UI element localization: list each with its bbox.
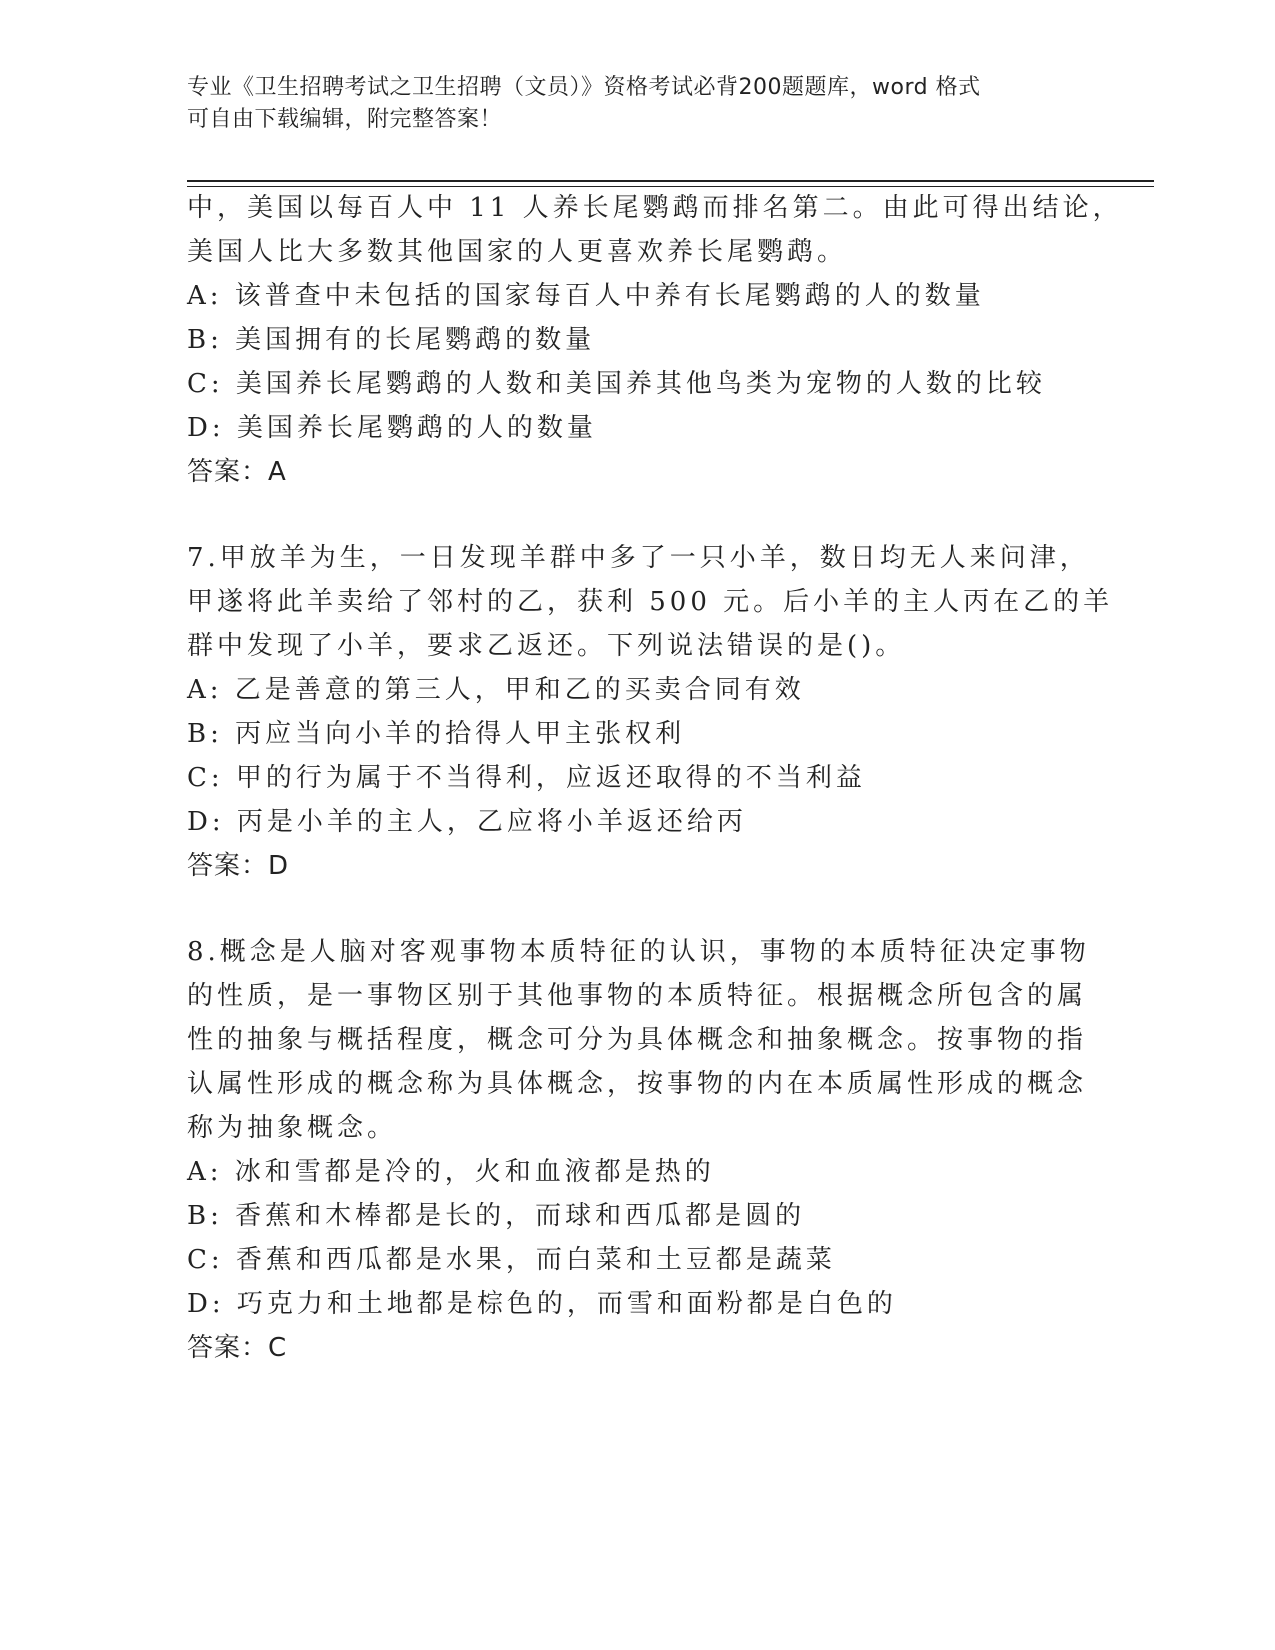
q7-text-line: 群中发现了小羊，要求乙返还。下列说法错误的是()。: [187, 631, 906, 661]
q7-option-c: C: 甲的行为属于不当得利，应返还取得的不当利益: [187, 763, 866, 793]
q8-text-line: 认属性形成的概念称为具体概念，按事物的内在本质属性形成的概念: [187, 1069, 1088, 1099]
q8-text-line: 8.概念是人脑对客观事物本质特征的认识，事物的本质特征决定事物: [187, 937, 1090, 967]
header-title-line-2: 可自由下载编辑，附完整答案！: [187, 107, 503, 132]
q7-option-d: D: 丙是小羊的主人，乙应将小羊返还给丙: [187, 807, 747, 837]
q7-option-a: A: 乙是善意的第三人，甲和乙的买卖合同有效: [187, 675, 805, 705]
q7-option-b: B: 丙应当向小羊的拾得人甲主张权利: [187, 719, 686, 749]
document-header: [187, 72, 1087, 136]
q7-text-line: 甲遂将此羊卖给了邻村的乙，获利 500 元。后小羊的主人丙在乙的羊: [187, 587, 1114, 617]
q6-option-d: D: 美国养长尾鹦鹉的人的数量: [187, 413, 597, 443]
q6-option-c: C: 美国养长尾鹦鹉的人数和美国养其他鸟类为宠物的人数的比较: [187, 369, 1046, 399]
q8-option-c: C: 香蕉和西瓜都是水果，而白菜和土豆都是蔬菜: [187, 1245, 836, 1275]
q7-answer: 答案：D: [187, 851, 290, 881]
header-divider-thick: [187, 180, 1154, 182]
q8-text-line: 性的抽象与概括程度，概念可分为具体概念和抽象概念。按事物的指: [187, 1025, 1088, 1055]
header-divider-thin: [187, 186, 1154, 187]
q6-text-line: 中，美国以每百人中 11 人养长尾鹦鹉而排名第二。由此可得出结论，: [187, 193, 1123, 223]
q8-option-d: D: 巧克力和土地都是棕色的，而雪和面粉都是白色的: [187, 1289, 897, 1319]
q6-option-b: B: 美国拥有的长尾鹦鹉的数量: [187, 325, 596, 355]
q6-answer: 答案：A: [187, 457, 287, 487]
q6-text-line: 美国人比大多数其他国家的人更喜欢养长尾鹦鹉。: [187, 237, 848, 267]
q7-text-line: 7.甲放羊为生，一日发现羊群中多了一只小羊，数日均无人来问津，: [187, 543, 1090, 573]
header-title-line-1: 专业《卫生招聘考试之卫生招聘（文员）》资格考试必背200题题库，word 格式: [187, 75, 981, 100]
q8-answer: 答案：C: [187, 1333, 288, 1363]
q8-text-line: 称为抽象概念。: [187, 1113, 398, 1143]
q8-option-a: A: 冰和雪都是冷的，火和血液都是热的: [187, 1157, 715, 1187]
q8-text-line: 的性质，是一事物区别于其他事物的本质特征。根据概念所包含的属: [187, 981, 1088, 1011]
q6-option-a: A: 该普查中未包括的国家每百人中养有长尾鹦鹉的人的数量: [187, 281, 985, 311]
q8-option-b: B: 香蕉和木棒都是长的，而球和西瓜都是圆的: [187, 1201, 806, 1231]
